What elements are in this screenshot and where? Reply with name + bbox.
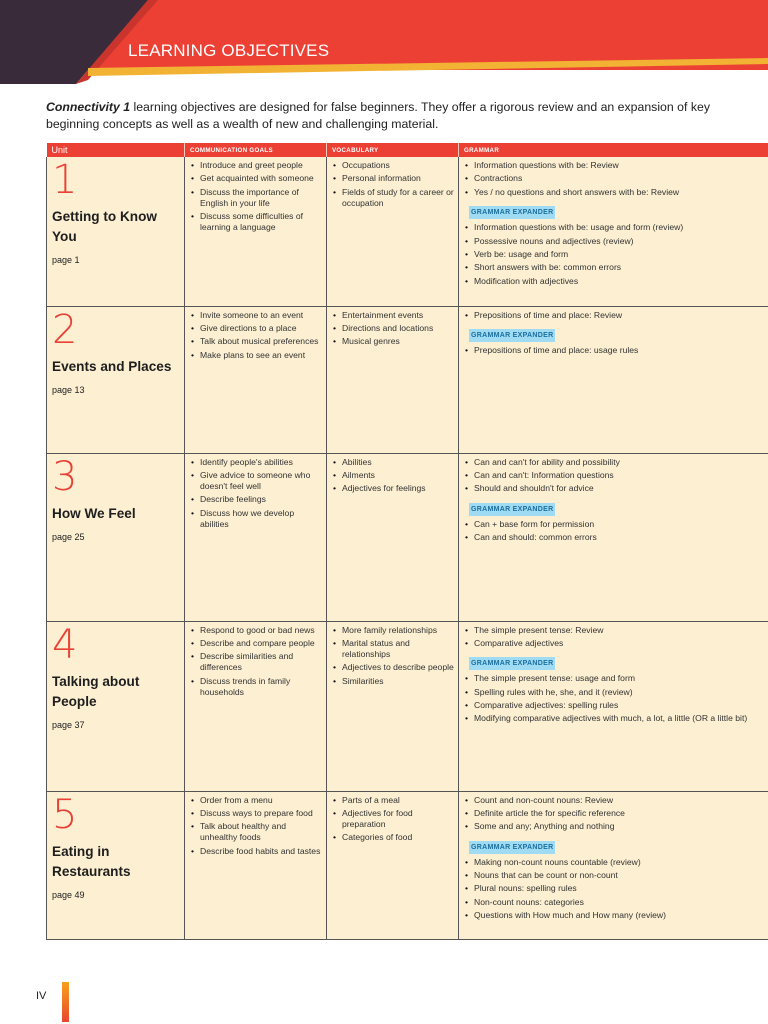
table-row-unit-2 [47,306,768,453]
table-row-unit-4 [47,621,768,791]
unit-page: page 37 [52,719,85,730]
list-item: • Entertainment events [331,310,454,321]
vocab-list [331,625,454,687]
list-item: • Can and can't for ability and possibility [463,457,764,468]
objectives-table [46,143,768,940]
list-item: • Occupations [331,160,454,171]
list-item: • Possessive nouns and adjectives (review) [463,236,764,247]
unit-title: Getting to Know You [52,209,157,244]
banner-graphic [0,0,768,88]
list-item: • Give directions to a place [189,323,322,334]
list-item: • Comparative adjectives: spelling rules [463,700,764,711]
list-item: • Respond to good or bad news [189,625,322,636]
grammar-cell [459,306,768,453]
list-item: • Yes / no questions and short answers with be: Review [463,187,764,198]
list-item: • Adjectives to describe people [331,662,454,673]
list-item: • Discuss how we develop abilities [189,508,322,530]
vocabulary-cell [327,453,459,621]
header-vocabulary: VOCABULARY [327,143,459,157]
grammar-list [463,160,764,198]
grammar-cell [459,621,768,791]
unit-cell [47,157,185,306]
grammar-expander-label: GRAMMAR EXPANDER [469,841,555,854]
list-item: • Questions with How much and How many (review) [463,910,764,921]
vocab-list [331,310,454,348]
list-item: • Identify people's abilities [189,457,322,468]
vocab-list [331,795,454,844]
header-banner [0,0,768,88]
list-item: • Parts of a meal [331,795,454,806]
unit-page: page 1 [52,255,80,265]
vocabulary-cell [327,791,459,939]
list-item: • Making non-count nouns countable (review) [463,857,764,868]
communication-goals-cell [185,791,327,939]
table-row-unit-3 [47,453,768,621]
list-item: • Similarities [331,676,454,687]
grammar-expander-list [463,673,764,724]
vocab-list [331,160,454,209]
grammar-expander-list [463,345,764,356]
unit-cell [47,306,185,453]
page-number: IV [36,990,47,1002]
communication-goals-cell [185,453,327,621]
list-item: • Discuss trends in family households [189,676,322,698]
list-item: • Short answers with be: common errors [463,262,764,273]
unit-number: 2 [52,306,78,353]
list-item: • Get acquainted with someone [189,173,322,184]
list-item: • Discuss some difficulties of learning a language [189,211,322,233]
table-row-unit-5 [47,791,768,939]
grammar-list [463,625,764,649]
vocabulary-cell [327,157,459,306]
list-item: • Musical genres [331,336,454,347]
list-item: • Introduce and greet people [189,160,322,171]
grammar-expander-list [463,857,764,922]
list-item: • Information questions with be: usage and form (review) [463,222,764,233]
goals-list [189,310,322,361]
header-communication-goals: COMMUNICATION GOALS [185,143,327,157]
intro-paragraph [46,99,746,133]
grammar-expander-list [463,222,764,287]
list-item: • Categories of food [331,832,454,843]
communication-goals-cell [185,306,327,453]
header-grammar: GRAMMAR [459,143,768,157]
unit-cell [47,453,185,621]
list-item: • Plural nouns: spelling rules [463,883,764,894]
list-item: • Personal information [331,173,454,184]
list-item: • Make plans to see an event [189,350,322,361]
list-item: • Modification with adjectives [463,276,764,287]
goals-list [189,457,322,530]
book-title: Connectivity 1 [46,100,131,114]
goals-list [189,625,322,698]
list-item: • Describe food habits and tastes [189,846,322,857]
list-item: • Marital status and relationships [331,638,454,660]
list-item: • Non-count nouns: categories [463,897,764,908]
grammar-list [463,457,764,495]
unit-title: Eating in Restaurants [52,843,131,879]
grammar-expander-label: GRAMMAR EXPANDER [469,657,555,670]
communication-goals-cell [185,621,327,791]
grammar-cell [459,791,768,939]
list-item: • Definite article the for specific reference [463,808,764,819]
list-item: • Invite someone to an event [189,310,322,321]
list-item: • Describe similarities and differences [189,651,322,673]
list-item: • Modifying comparative adjectives with much, a lot, a little (OR a little bit) [463,713,764,724]
list-item: • Ailments [331,470,454,481]
unit-page: page 13 [52,384,85,395]
list-item: • Some and any; Anything and nothing [463,821,764,832]
unit-number: 4 [52,621,78,668]
unit-page: page 25 [52,531,85,542]
page-accent-bar [62,982,69,1022]
grammar-expander-list [463,519,764,543]
list-item: • The simple present tense: Review [463,625,764,636]
list-item: • Fields of study for a career or occupation [331,187,454,209]
list-item: • Describe and compare people [189,638,322,649]
list-item: • Prepositions of time and place: usage rules [463,345,764,356]
goals-list [189,160,322,233]
list-item: • Nouns that can be count or non-count [463,870,764,881]
list-item: • Discuss the importance of English in your life [189,187,322,209]
list-item: • Give advice to someone who doesn't feel well [189,470,322,492]
list-item: • Comparative adjectives [463,638,764,649]
table-row-unit-1 [47,157,768,306]
grammar-expander-label: GRAMMAR EXPANDER [469,329,555,342]
list-item: • Adjectives for feelings [331,483,454,494]
grammar-cell [459,157,768,306]
list-item: • Count and non-count nouns: Review [463,795,764,806]
list-item: • The simple present tense: usage and form [463,673,764,684]
unit-title: Talking about People [52,673,140,709]
grammar-list [463,310,764,321]
grammar-expander-label: GRAMMAR EXPANDER [469,206,555,219]
list-item: • Talk about musical preferences [189,336,322,347]
vocab-list [331,457,454,495]
list-item: • Verb be: usage and form [463,249,764,260]
list-item: • Prepositions of time and place: Review [463,310,764,321]
unit-number: 3 [52,453,78,500]
list-item: • Can + base form for permission [463,519,764,530]
list-item: • More family relationships [331,625,454,636]
table-header-row [47,143,768,157]
header-unit: Unit [47,143,185,157]
list-item: • Can and can't: Information questions [463,470,764,481]
intro-text: learning objectives are designed for false beginners. They offer a rigorous review and an expansion of key beginning concepts as well as a wealth of new and challenging material. [46,100,710,131]
list-item: • Spelling rules with he, she, and it (review) [463,687,764,698]
list-item: • Information questions with be: Review [463,160,764,171]
unit-title: Events and Places [52,358,172,374]
list-item: • Contractions [463,173,764,184]
list-item: • Adjectives for food preparation [331,808,454,830]
list-item: • Order from a menu [189,795,322,806]
list-item: • Describe feelings [189,494,322,505]
unit-title: How We Feel [52,505,136,521]
goals-list [189,795,322,857]
unit-page: page 49 [52,889,85,900]
list-item: • Should and shouldn't for advice [463,483,764,494]
unit-cell [47,621,185,791]
list-item: • Abilities [331,457,454,468]
page-title: LEARNING OBJECTIVES [128,41,330,60]
list-item: • Talk about healthy and unhealthy foods [189,821,322,843]
list-item: • Can and should: common errors [463,532,764,543]
grammar-expander-label: GRAMMAR EXPANDER [469,503,555,516]
grammar-cell [459,453,768,621]
list-item: • Discuss ways to prepare food [189,808,322,819]
unit-cell [47,791,185,939]
grammar-list [463,795,764,833]
communication-goals-cell [185,157,327,306]
vocabulary-cell [327,621,459,791]
unit-number: 1 [52,157,78,203]
list-item: • Directions and locations [331,323,454,334]
vocabulary-cell [327,306,459,453]
unit-number: 5 [52,791,78,838]
